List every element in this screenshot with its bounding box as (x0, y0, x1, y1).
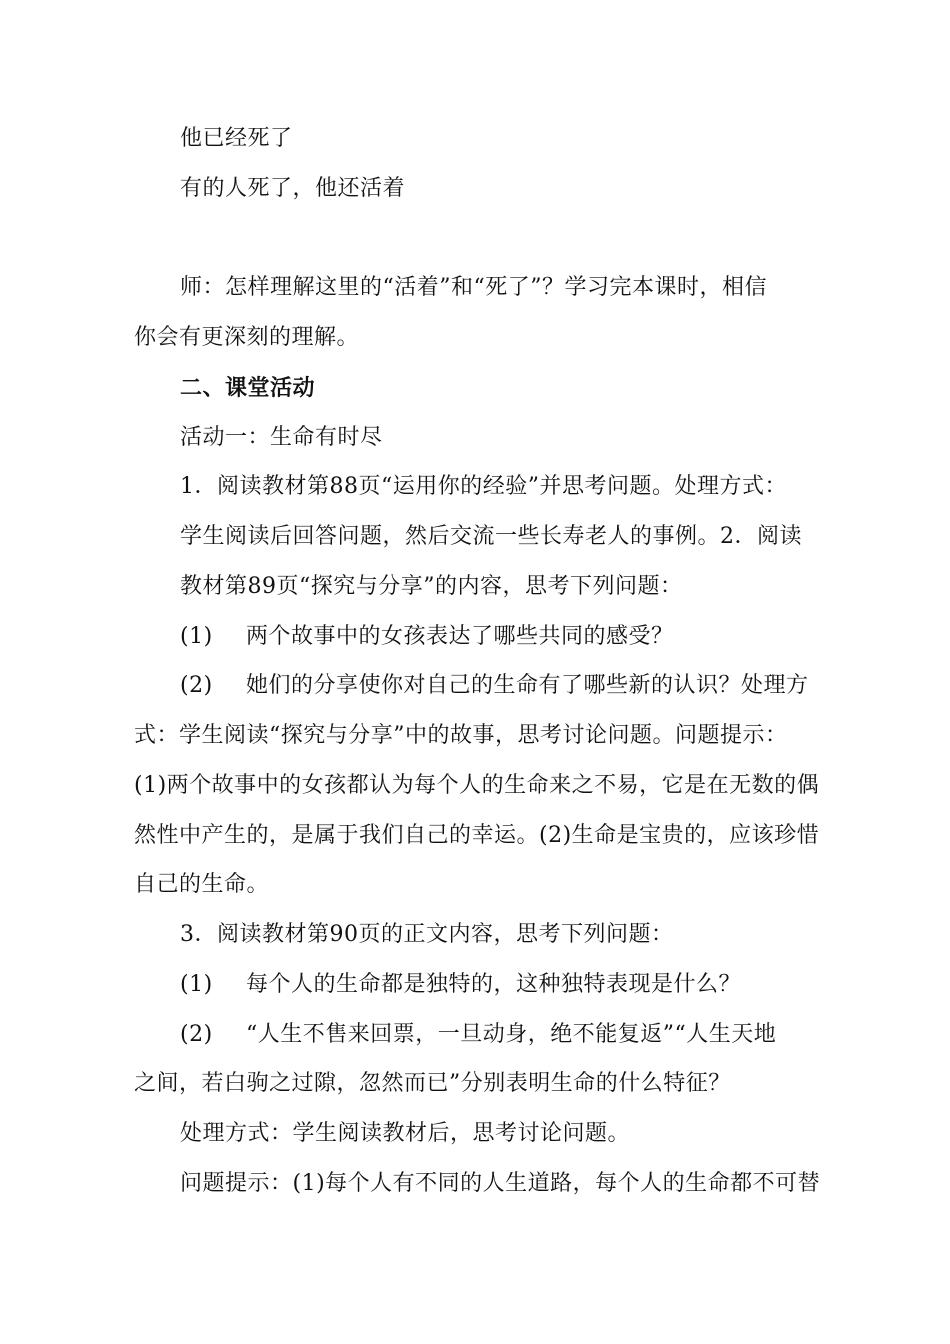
section-heading: 二、课堂活动 (180, 375, 316, 401)
question-3-text: 每个人的生命都是独特的，这种独特表现是什么？ (246, 972, 742, 997)
hint-line: 问题提示：(1)每个人有不同的人生道路，每个人的生命都不可替 (180, 1171, 821, 1196)
question-3-number: (1) (180, 972, 213, 997)
teacher-paragraph-line-2: 你会有更深刻的理解。 (134, 325, 360, 350)
question-2-text: 她们的分享使你对自己的生命有了哪些新的认识？处理方 (246, 673, 809, 698)
poem-line-1: 他已经死了 (180, 126, 293, 151)
activity-title: 活动一：生命有时尽 (180, 425, 383, 450)
question-2-number: (2) (180, 673, 213, 698)
question-4-cont: 之间，若白驹之过隙，忽然而已”分别表明生命的什么特征？ (134, 1071, 731, 1096)
question-2 (180, 671, 809, 701)
item3-line: 3．阅读教材第90页的正文内容，思考下列问题： (180, 922, 674, 947)
method-line: 处理方式：学生阅读教材后，思考讨论问题。 (180, 1121, 631, 1146)
item2-line: 教材第89页“探究与分享”的内容，思考下列问题： (180, 574, 683, 599)
question-4 (180, 1020, 776, 1050)
item1-line-2: 学生阅读后回答问题，然后交流一些长寿老人的事例。2．阅读 (180, 524, 802, 549)
question-2-cont-2: (1)两个故事中的女孩都认为每个人的生命来之不易，它是在无数的偶 (134, 773, 820, 798)
item1-line-1: 1．阅读教材第88页“运用你的经验”并思考问题。处理方式： (180, 474, 787, 499)
question-1 (180, 622, 674, 652)
question-1-number: (1) (180, 624, 213, 649)
question-3 (180, 970, 741, 1000)
question-2-cont-3: 然性中产生的，是属于我们自己的幸运。(2)生命是宝贵的，应该珍惜 (134, 823, 820, 848)
teacher-paragraph-line-1: 师：怎样理解这里的“活着”和“死了”？学习完本课时，相信 (180, 275, 767, 300)
question-4-text: “人生不售来回票，一旦动身，绝不能复返”“人生天地 (246, 1022, 777, 1047)
question-1-text: 两个故事中的女孩表达了哪些共同的感受？ (246, 624, 674, 649)
question-2-cont-1: 式：学生阅读“探究与分享”中的故事，思考讨论问题。问题提示： (134, 723, 788, 748)
poem-line-2: 有的人死了，他还活着 (180, 176, 406, 201)
question-2-cont-4: 自己的生命。 (134, 872, 270, 897)
question-4-number: (2) (180, 1022, 213, 1047)
